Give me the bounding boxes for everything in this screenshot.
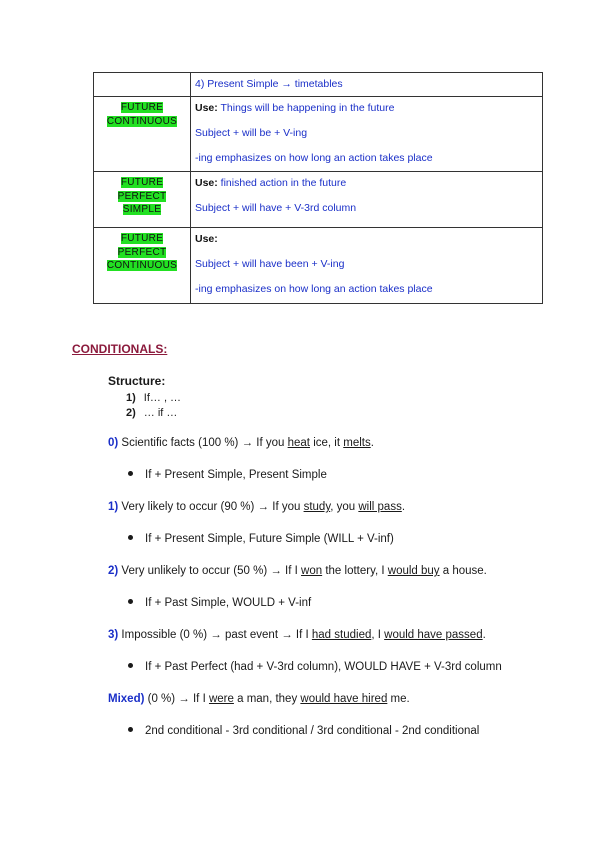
tense-name-line: PERFECT <box>117 246 167 258</box>
structure-item-number: 1) <box>126 392 136 404</box>
conditional-text: (0 %) → If I <box>144 693 209 705</box>
structure-item-text: If… , … <box>143 392 182 404</box>
tense-name-line: SIMPLE <box>122 204 162 215</box>
conditional-number: 3) <box>108 629 119 641</box>
conditional-text: the lottery, I <box>322 565 388 577</box>
future-tenses-table <box>93 72 543 304</box>
table-row <box>94 172 543 228</box>
use-label: Use: <box>195 233 218 245</box>
conditional-text: , you <box>330 501 359 513</box>
conditional-text: . <box>370 437 374 449</box>
underlined-verb: will pass <box>358 501 402 513</box>
conditional-number: 2) <box>108 565 119 577</box>
rule-text: If + Present Simple, Future Simple (WILL + V-inf) <box>145 533 394 545</box>
bullet-icon <box>128 471 133 476</box>
underlined-verb: would buy <box>387 565 440 577</box>
structure-item-number: 2) <box>126 407 136 419</box>
use-label: Use: <box>195 177 218 189</box>
underlined-verb: would have hired <box>300 693 388 705</box>
conditional-text: Very unlikely to occur (50 %) → If I <box>118 565 302 577</box>
conditional-text: , I <box>371 629 385 641</box>
tense-name-line: PERFECT <box>117 190 167 202</box>
conditional-text: . <box>401 501 406 513</box>
conditional-number: Mixed) <box>108 693 145 705</box>
conditional-text: Scientific facts (100 %) → If you <box>118 437 288 449</box>
use-label: Use: <box>195 102 218 114</box>
underlined-verb: had studied <box>311 629 372 641</box>
structure-item <box>126 406 181 421</box>
desc-line: Subject + will have + V-3rd column <box>195 202 357 214</box>
conditional-number: 1) <box>108 501 119 513</box>
underlined-verb: melts <box>343 437 371 449</box>
desc-line: -ing emphasizes on how long an action takes place <box>195 152 433 164</box>
table-row <box>94 228 543 304</box>
conditional-text: a man, they <box>233 693 301 705</box>
second-conditional <box>108 565 487 577</box>
desc-line: 4) Present Simple → timetables <box>195 78 343 90</box>
desc-line: Subject + will be + V-ing <box>195 127 308 139</box>
conditional-text: Impossible (0 %) → past event → If I <box>118 629 312 641</box>
tense-name-line: CONTINUOUS <box>106 115 178 127</box>
desc-line <box>195 177 538 190</box>
tense-desc-cell <box>191 172 543 228</box>
zero-conditional-rule <box>128 469 327 481</box>
tense-name-line: FUTURE <box>120 233 164 244</box>
rule-text: If + Present Simple, Present Simple <box>145 469 327 481</box>
second-conditional-rule <box>128 597 311 609</box>
underlined-verb: study <box>303 501 331 513</box>
bullet-icon <box>128 535 133 540</box>
tense-desc-cell <box>191 97 543 172</box>
conditional-text: Very likely to occur (90 %) → If you <box>118 501 304 513</box>
underlined-verb: heat <box>287 437 310 449</box>
tense-name-line: CONTINUOUS <box>106 260 178 271</box>
desc-line: Subject + will have been + V-ing <box>195 258 345 270</box>
rule-text: 2nd conditional - 3rd conditional / 3rd conditional - 2nd conditional <box>145 725 480 737</box>
third-conditional <box>108 629 486 641</box>
conditional-number: 0) <box>108 437 119 449</box>
conditional-text: ice, it <box>310 437 344 449</box>
bullet-icon <box>128 663 133 668</box>
zero-conditional <box>108 437 374 449</box>
bullet-icon <box>128 727 133 732</box>
conditional-text: a house. <box>439 565 487 577</box>
desc-line <box>195 102 538 115</box>
table-row <box>94 73 543 97</box>
mixed-conditional <box>108 693 410 705</box>
desc-line: -ing emphasizes on how long an action takes place <box>195 283 433 295</box>
structure-label: Structure: <box>108 374 166 388</box>
mixed-conditional-rule <box>128 725 479 737</box>
use-text: finished action in the future <box>217 177 347 189</box>
tense-name-line: FUTURE <box>120 177 164 188</box>
rule-text: If + Past Perfect (had + V-3rd column), WOULD HAVE + V-3rd column <box>145 661 502 673</box>
underlined-verb: would have passed <box>384 629 483 641</box>
tense-name-cell <box>94 73 191 97</box>
tense-name-cell <box>94 172 191 228</box>
structure-item <box>126 391 181 406</box>
first-conditional <box>108 501 405 513</box>
conditional-text: . <box>482 629 486 641</box>
conditionals-heading: CONDITIONALS: <box>72 342 168 356</box>
structure-block <box>108 374 181 421</box>
tense-name-line: FUTURE <box>120 102 164 113</box>
third-conditional-rule <box>128 661 502 673</box>
table-row <box>94 97 543 172</box>
first-conditional-rule <box>128 533 394 545</box>
rule-text: If + Past Simple, WOULD + V-inf <box>145 597 312 609</box>
desc-line <box>195 233 538 246</box>
conditional-text: me. <box>387 693 410 705</box>
underlined-verb: were <box>208 693 234 705</box>
tense-desc-cell <box>191 73 543 97</box>
use-text: Things will be happening in the future <box>217 102 395 114</box>
tense-name-cell <box>94 228 191 304</box>
tense-name-cell <box>94 97 191 172</box>
underlined-verb: won <box>301 565 323 577</box>
tense-desc-cell <box>191 228 543 304</box>
bullet-icon <box>128 599 133 604</box>
structure-item-text: … if … <box>143 407 178 419</box>
